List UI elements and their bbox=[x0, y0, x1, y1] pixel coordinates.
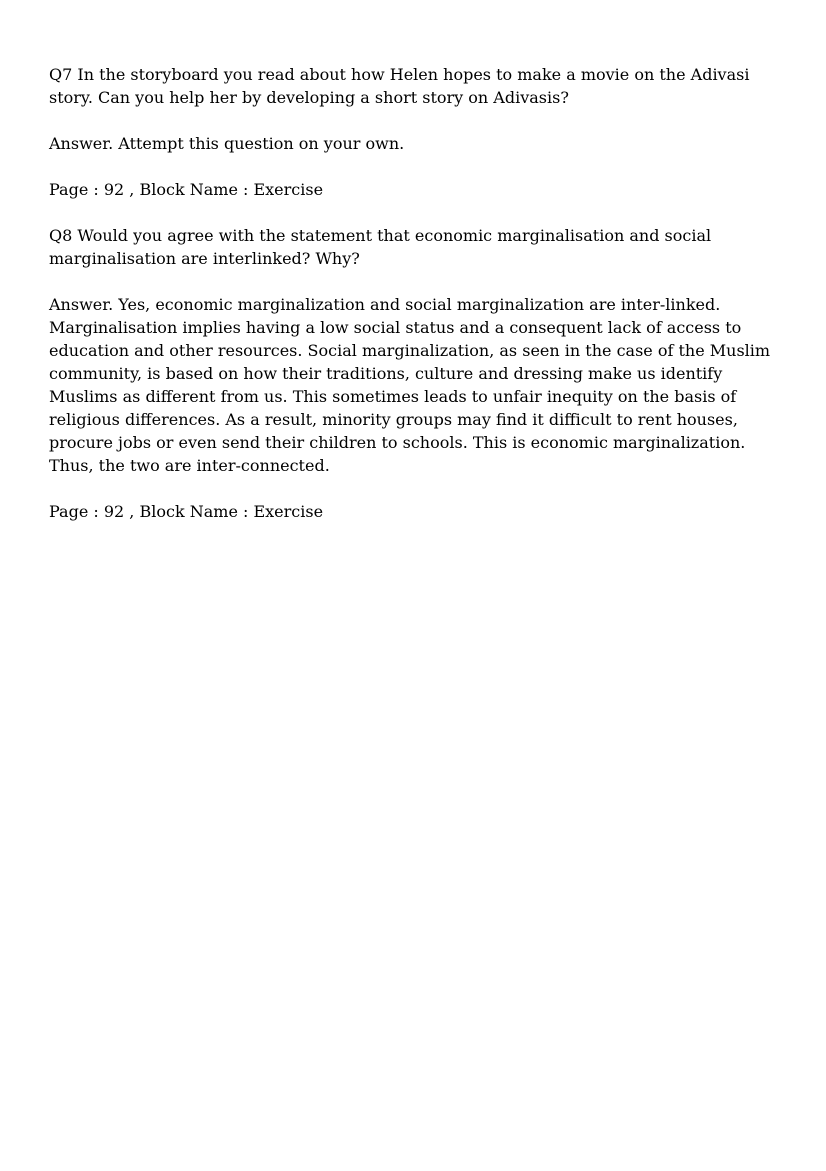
q7-question: Q7 In the storyboard you read about how Helen hopes to make a movie on the Adivasi story. Can you help her by developing a short story on Adivasis? bbox=[49, 65, 750, 107]
q7-answer: Answer. Attempt this question on your own. bbox=[49, 134, 405, 153]
q8-question: Q8 Would you agree with the statement that economic marginalisation and social marginalisation are interlinked? Why? bbox=[49, 226, 712, 268]
q7-page-reference: Page : 92 , Block Name : Exercise bbox=[49, 180, 324, 199]
q8-answer: Answer. Yes, economic marginalization and social marginalization are inter-linked. Marginalisation implies having a low social status and a consequent lack of access to education and other resources. Social marginalization, as seen in the case of the Muslim community, is based on how their traditions, culture and dressing make us identify Muslims as different from us. This sometimes leads to unfair inequity on the basis of religious differences. As a result, minority groups may find it difficult to rent houses, procure jobs or even send their children to schools. This is economic marginalization. Thus, the two are inter-connected. bbox=[49, 295, 771, 475]
q8-page-reference: Page : 92 , Block Name : Exercise bbox=[49, 502, 324, 521]
